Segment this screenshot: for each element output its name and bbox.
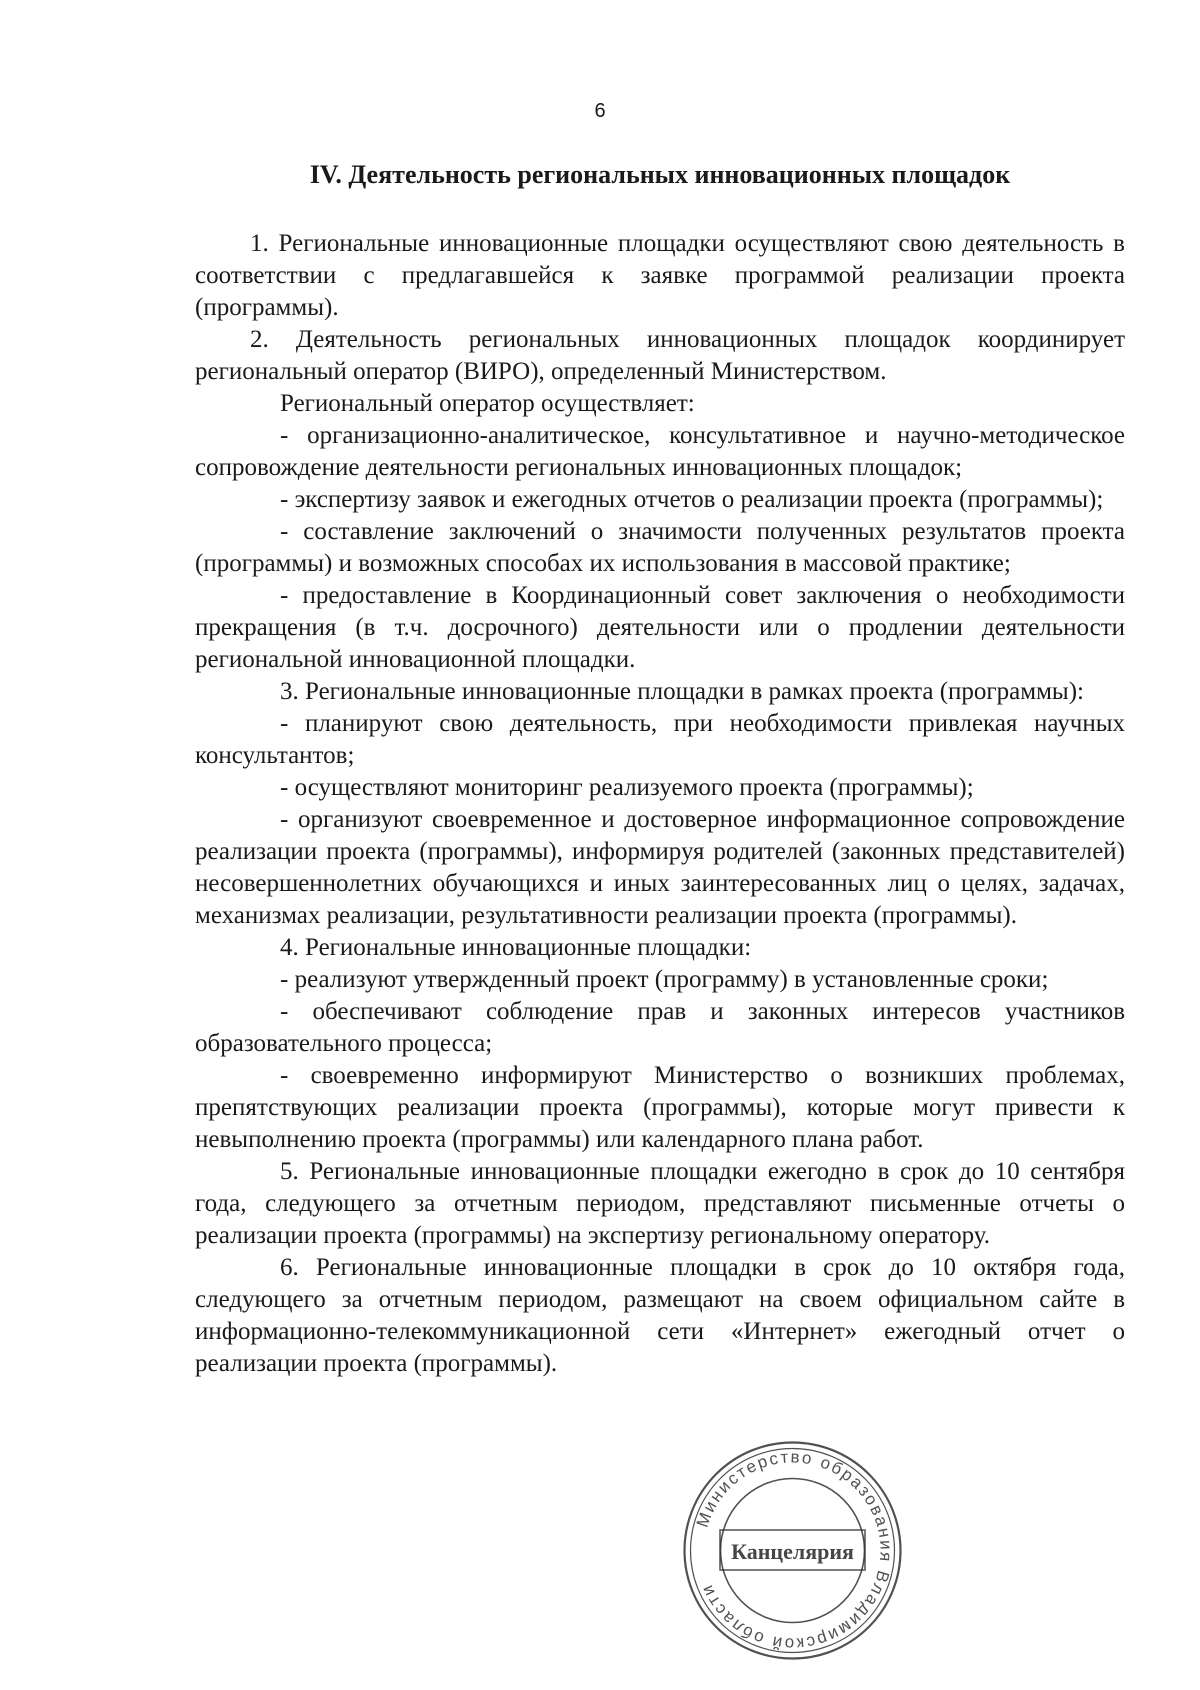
list-item: - организационно-аналитическое, консультативное и научно-методическое сопровождение деятельности региональных инновационных площадок;	[195, 422, 1125, 481]
list-item: - осуществляют мониторинг реализуемого проекта (программы);	[280, 774, 974, 801]
list-item: - предоставление в Координационный совет заключения о необходимости прекращения (в т.ч. досрочного) деятельности или о продлении деятельности региональной инновационной площадки.	[195, 582, 1125, 673]
paragraph-5: 5. Региональные инновационные площадки ежегодно в срок до 10 сентября года, следующего за отчетным периодом, представляют письменные отчеты о реализации проекта (программы) на экспертизу региональному оператору.	[195, 1158, 1125, 1249]
paragraph-6: 6. Региональные инновационные площадки в срок до 10 октября года, следующего за отчетным периодом, размещают на своем официальном сайте в информационно-телекоммуникационной сети «Интернет» ежегодный отчет о реализации проекта (программы).	[195, 1254, 1125, 1377]
list-item: - своевременно информируют Министерство о возникших проблемах, препятствующих реализации проекта (программы), которые могут привести к невыполнению проекта (программы) или календарного плана работ.	[195, 1062, 1125, 1153]
stamp-ring-text: Министерство образования Владимирской области	[692, 1447, 896, 1654]
list-item: - обеспечивают соблюдение прав и законных интересов участников образовательного процесса;	[195, 998, 1125, 1057]
paragraph-2: 2. Деятельность региональных инновационных площадок координирует региональный оператор (ВИРО), определенный Министерством.	[195, 326, 1125, 385]
stamp-center-text: Канцелярия	[731, 1539, 854, 1564]
page-number: 6	[594, 100, 606, 122]
list-item: - организуют своевременное и достоверное информационное сопровождение реализации проекта (программы), информируя родителей (законных представителей) несовершеннолетних обучающихся и иных заинтересованных лиц о целях, задачах, механизмах реализации, результативности реализации проекта (программы).	[195, 806, 1125, 929]
office-stamp	[680, 1438, 905, 1663]
paragraph-1: 1. Региональные инновационные площадки осуществляют свою деятельность в соответствии с предлагавшейся к заявке программой реализации проекта (программы).	[195, 230, 1125, 321]
document-body	[195, 228, 1125, 1380]
list-item: - экспертизу заявок и ежегодных отчетов о реализации проекта (программы);	[280, 486, 1104, 513]
list-item: - реализуют утвержденный проект (программу) в установленные сроки;	[280, 966, 1049, 993]
list-item: - составление заключений о значимости полученных результатов проекта (программы) и возможных способах их использования в массовой практике;	[195, 518, 1125, 577]
list-item: - планируют свою деятельность, при необходимости привлекая научных консультантов;	[195, 710, 1125, 769]
paragraph-4: 4. Региональные инновационные площадки:	[280, 934, 752, 961]
section-title: IV. Деятельность региональных инновационных площадок	[309, 160, 1011, 189]
paragraph-3: 3. Региональные инновационные площадки в рамках проекта (программы):	[280, 678, 1084, 705]
paragraph-operator: Региональный оператор осуществляет:	[280, 390, 695, 417]
